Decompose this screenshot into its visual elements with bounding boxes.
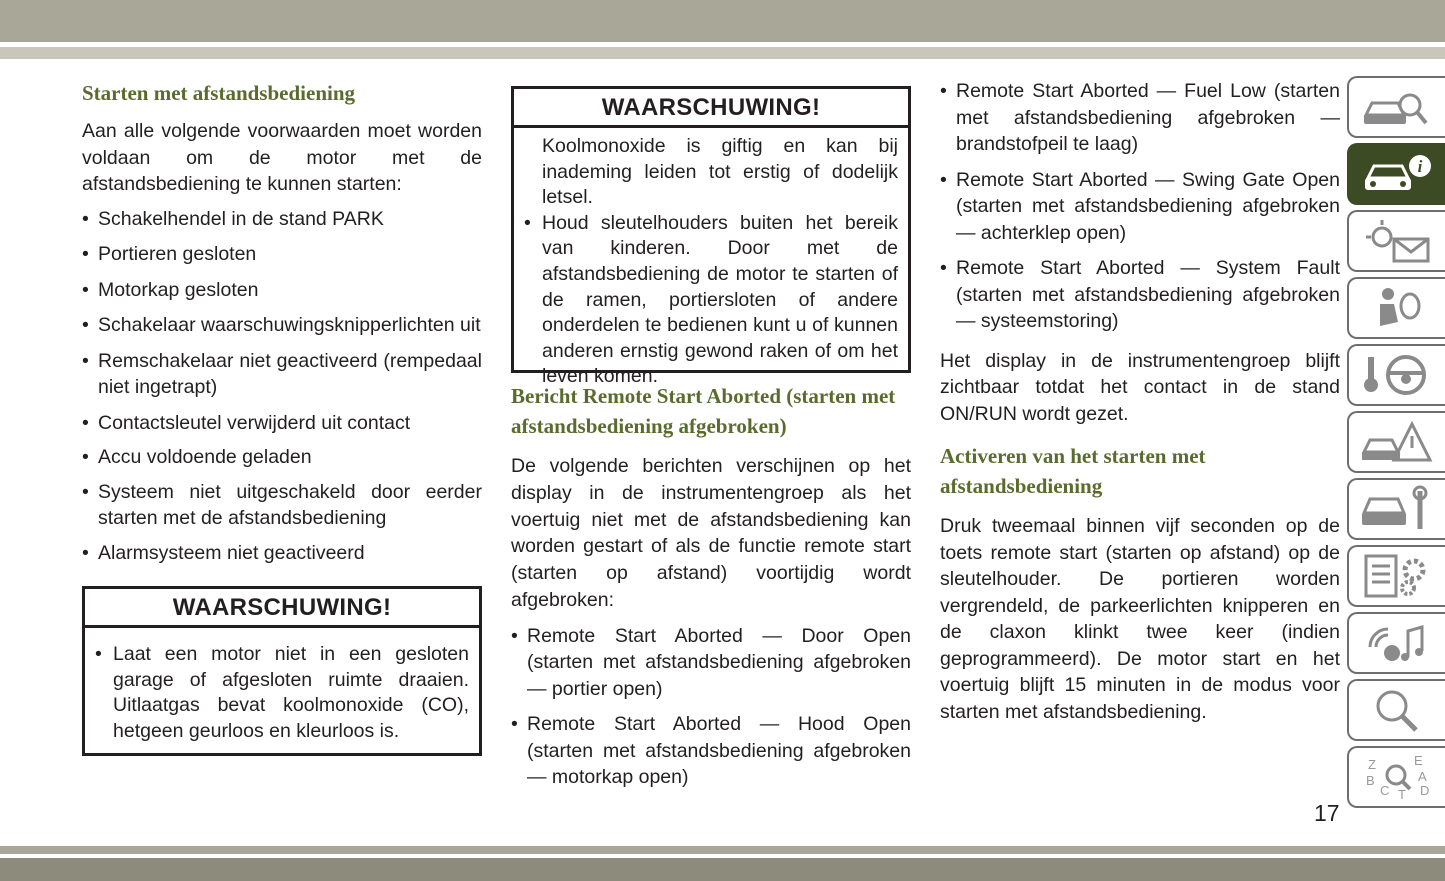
tab-multimedia[interactable]	[1347, 612, 1445, 674]
messages-list	[940, 78, 1340, 335]
specs-gear-icon	[1358, 550, 1436, 602]
conditions-list	[82, 206, 482, 567]
list-item: • Alarmsysteem niet geactiveerd	[82, 540, 482, 567]
section-heading: Activeren van het starten met afstandsbediening	[940, 444, 1206, 498]
svg-text:C: C	[1380, 783, 1390, 798]
list-item: • Remote Start Aborted — System Fault (starten met afstandsbediening afgebroken — systeemstoring)	[940, 255, 1340, 335]
car-search-icon	[1358, 81, 1436, 133]
display-note: Het display in de instrumentengroep blijft zichtbaar totdat het contact in de stand ON/RUN wordt gezet.	[940, 349, 1340, 425]
key-steering-wheel-icon	[1358, 349, 1436, 401]
tab-car-info[interactable]	[1347, 143, 1445, 205]
body-paragraph: Druk tweemaal binnen vijf seconden op de toets remote start (starten op afstand) op de sleutelhouder. De portieren worden vergrendeld, de parkeerlichten knipperen en de claxon klinkt twee keer (indien geprogrammeerd). De motor start en het voertuig blijft 15 minuten in de modus voor starten met afstandsbediening.	[940, 515, 1340, 723]
svg-text:Z: Z	[1368, 757, 1376, 772]
top-line	[0, 47, 1445, 59]
list-item: • Schakelaar waarschuwingsknipperlichten uit	[82, 312, 482, 339]
list-item: • Remote Start Aborted — Hood Open (starten met afstandsbediening afgebroken — motorkap open)	[511, 711, 911, 791]
warning-text: Koolmonoxide is giftig en kan bij inademing leiden tot erstig of dodelijk letsel.	[542, 135, 898, 209]
list-item: • Contactsleutel verwijderd uit contact	[82, 410, 482, 437]
column-2	[511, 86, 911, 791]
warning-item: • Laat een motor niet in een gesloten garage of afgesloten ruimte draaien. Uitlaatgas bevat koolmonoxide (CO), hetgeen geurloos en kleurloos is.	[95, 642, 469, 744]
section-heading: Bericht Remote Start Aborted (starten met afstandsbediening afgebroken)	[511, 384, 896, 438]
list-item: • Remschakelaar niet geactiveerd (rempedaal niet ingetrapt)	[82, 348, 482, 401]
tab-index[interactable]	[1347, 746, 1445, 808]
top-band	[0, 0, 1445, 42]
tab-car-wrench[interactable]	[1347, 478, 1445, 540]
svg-text:D: D	[1420, 783, 1430, 798]
list-item: • Remote Start Aborted — Fuel Low (starten met afstandsbediening afgebroken — brandstofpeil te laag)	[940, 78, 1340, 158]
intro-paragraph: De volgende berichten verschijnen op het display in de instrumentengroep als het voertuig niet met de afstandsbediening kan worden gestart of als de functie remote start (starten op afstand) voortijdig wordt afgebroken:	[511, 455, 911, 611]
alphabet-index-icon	[1358, 751, 1436, 803]
tab-airbag-seat[interactable]	[1347, 277, 1445, 339]
list-item: • Schakelhendel in de stand PARK	[82, 206, 482, 233]
page-number: 17	[1314, 800, 1340, 826]
warning-lights-message-icon	[1358, 215, 1436, 267]
svg-text:i: i	[1417, 157, 1423, 176]
list-item: • Remote Start Aborted — Swing Gate Open (starten met afstandsbediening afgebroken — achterklep open)	[940, 167, 1340, 247]
car-hazard-triangle-icon	[1358, 416, 1436, 468]
column-3	[940, 78, 1340, 725]
car-wrench-icon	[1358, 483, 1436, 535]
car-info-icon	[1358, 148, 1436, 200]
warning-item: • Houd sleutelhouders buiten het bereik van kinderen. Door met de afstandsbediening de motor te starten of de ramen, portiersloten of andere onderdelen te bedienen kunt u of kunnen anderen ernstig gewond raken of om het leven komen.	[524, 211, 898, 390]
warning-title: WAARSCHUWING!	[85, 589, 479, 628]
tab-warning-lights[interactable]	[1347, 210, 1445, 272]
warning-box	[82, 586, 482, 756]
airbag-seat-icon	[1358, 282, 1436, 334]
tab-specs[interactable]	[1347, 545, 1445, 607]
svg-text:A: A	[1418, 769, 1427, 784]
tab-car-hazard[interactable]	[1347, 411, 1445, 473]
tab-search[interactable]	[1347, 679, 1445, 741]
intro-paragraph: Aan alle volgende voorwaarden moet worden voldaan om de motor met de afstandsbediening te kunnen starten:	[82, 120, 482, 195]
svg-text:B: B	[1366, 773, 1375, 788]
warning-box	[511, 86, 911, 388]
column-1	[82, 78, 482, 756]
bottom-band	[0, 858, 1445, 881]
multimedia-icon	[1358, 617, 1436, 669]
svg-text:T: T	[1398, 787, 1406, 802]
messages-list	[511, 623, 911, 791]
bottom-line	[0, 846, 1445, 854]
list-item: • Portieren gesloten	[82, 241, 482, 268]
list-item: • Accu voldoende geladen	[82, 444, 482, 471]
list-item: • Motorkap gesloten	[82, 277, 482, 304]
section-heading: Starten met afstandsbediening	[82, 81, 356, 105]
list-item: • Remote Start Aborted — Door Open (starten met afstandsbediening afgebroken — portier open)	[511, 623, 911, 703]
tab-car-search[interactable]	[1347, 76, 1445, 138]
warning-title: WAARSCHUWING!	[514, 89, 908, 128]
tab-key-steering[interactable]	[1347, 344, 1445, 406]
magnifier-search-icon	[1358, 684, 1436, 736]
list-item: • Systeem niet uitgeschakeld door eerder starten met de afstandsbediening	[82, 479, 482, 532]
svg-text:E: E	[1414, 753, 1423, 768]
